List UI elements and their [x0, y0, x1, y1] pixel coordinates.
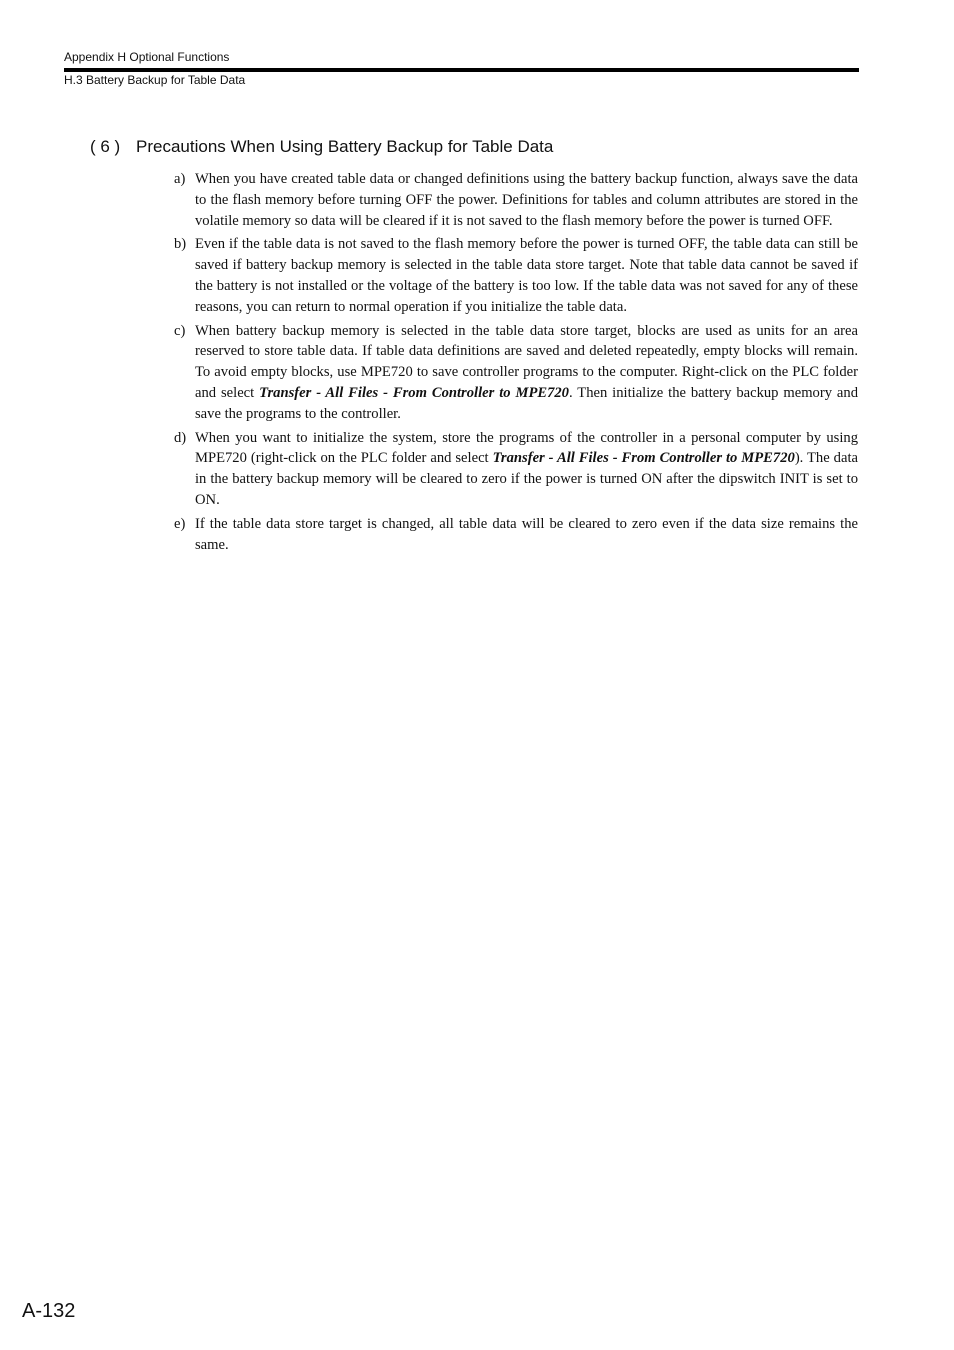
list-item-marker: b) [174, 236, 187, 253]
list-item [174, 321, 858, 425]
list-item-text-part: When you want to initialize the system, store the programs of the controller in a personal computer by using MPE720 (right-click on the PLC folder and select [195, 429, 858, 467]
list-item-text-part: ). The data in the battery backup memory will be cleared to zero if the power is turned ON after the dipswitch INIT is set to ON. [195, 450, 858, 508]
menu-path-emphasis: Transfer - All Files - From Controller to MPE720 [492, 450, 795, 467]
list-item-text: Even if the table data is not saved to the flash memory before the power is turned OFF, the table data can still be saved if battery backup memory is selected in the table data store target. Note that table data cannot be saved if the battery is not installed or the voltage of the battery is too low. If the table data was not saved for any of these reasons, you can return to normal operation if you initialize the table data. [195, 236, 858, 315]
list-item [174, 514, 858, 556]
list-item [174, 428, 858, 511]
list-item-text: If the table data store target is changed, all table data will be cleared to zero even if the data size remains the same. [195, 515, 858, 553]
list-item-marker: a) [174, 171, 186, 187]
list-item-text [195, 321, 858, 425]
list-item-text-part: When battery backup memory is selected in the table data store target, blocks are used as units for an area reserved to store table data. If table data definitions are saved and deleted repeatedly, empty blocks will remain. To avoid empty blocks, use MPE720 to save controller programs to the computer. Right-click on the PLC folder and select [195, 322, 858, 401]
list-item-text [195, 428, 858, 511]
list-item-text-part: . Then initialize the battery backup memory and save the programs to the controller. [195, 384, 858, 422]
list-item-text: When you have created table data or changed definitions using the battery backup function, always save the data to the flash memory before turning OFF the power. Definitions for tables and column attributes are stored in the volatile memory so data will be cleared if it is not saved to the flash memory before the power is turned OFF. [195, 171, 858, 229]
list-item-marker: d) [174, 429, 187, 446]
list-item-marker: c) [174, 322, 186, 339]
page-number: A-132 [22, 1300, 76, 1322]
list-item-marker: e) [174, 515, 186, 532]
list-item [174, 169, 858, 231]
list-item [174, 234, 858, 317]
header-rule [64, 68, 859, 72]
precautions-list [174, 169, 858, 558]
running-header-section: H.3 Battery Backup for Table Data [64, 73, 246, 87]
running-header-chapter: Appendix H Optional Functions [64, 50, 230, 64]
section-number: ( 6 ) [90, 137, 121, 156]
section-title: Precautions When Using Battery Backup for Table Data [136, 137, 554, 156]
menu-path-emphasis: Transfer - All Files - From Controller to MPE720 [259, 384, 569, 401]
section-heading [90, 136, 553, 157]
